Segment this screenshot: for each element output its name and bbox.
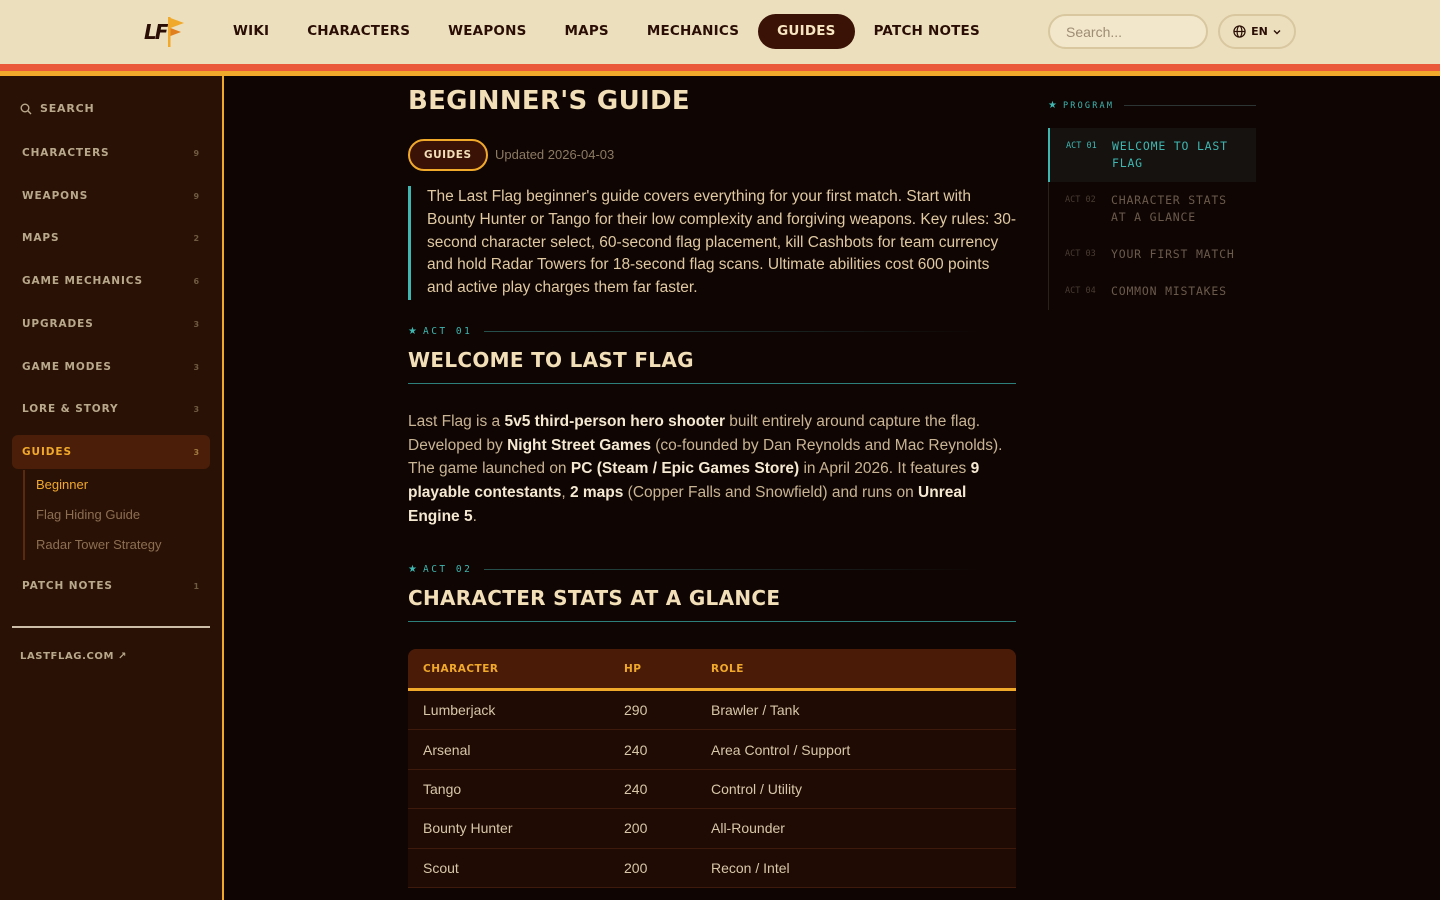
chevron-down-icon xyxy=(1273,29,1281,35)
paragraph-text: Last Flag is a xyxy=(408,413,505,430)
toc-item-act-04[interactable] xyxy=(1049,273,1256,310)
cell-role: Brawler / Tank xyxy=(711,702,800,719)
act-divider-line xyxy=(484,331,984,332)
emphasized-text: PC (Steam / Epic Games Store) xyxy=(570,460,800,478)
nav-wiki[interactable]: WIKI xyxy=(233,23,270,39)
cell-hp: 200 xyxy=(624,859,648,876)
emphasized-text: Night Street Games xyxy=(507,436,651,454)
sub-item-beginner[interactable]: Beginner xyxy=(36,477,89,492)
sidebar-item-characters[interactable] xyxy=(12,136,210,170)
sub-item-radar-tower-strategy[interactable]: Radar Tower Strategy xyxy=(36,537,162,552)
sidebar-item-upgrades[interactable] xyxy=(12,307,210,341)
main-nav xyxy=(214,14,999,49)
sidebar-item-count: 9 xyxy=(193,191,200,201)
cell-hp: 200 xyxy=(624,820,648,837)
nav-mechanics[interactable]: MECHANICS xyxy=(646,23,740,39)
column-header-character: CHARACTER xyxy=(423,662,499,675)
sidebar-item-label: UPGRADES xyxy=(22,318,94,330)
cell-role: Control / Utility xyxy=(711,780,803,797)
cell-role: All-Rounder xyxy=(711,820,785,837)
sidebar-item-guides[interactable] xyxy=(12,435,210,469)
paragraph-text: . xyxy=(472,507,477,525)
column-header-role: ROLE xyxy=(711,662,744,675)
sidebar-item-label: WEAPONS xyxy=(22,190,89,202)
toc-item-label: COMMON MISTAKES xyxy=(1111,284,1227,298)
table-row xyxy=(408,691,1016,730)
column-header-hp: HP xyxy=(624,662,642,675)
cell-character: Arsenal xyxy=(423,741,471,758)
sidebar-item-label: CHARACTERS xyxy=(22,147,110,159)
language-selector[interactable] xyxy=(1218,14,1296,49)
cell-role: Area Control / Support xyxy=(711,741,851,758)
welcome-paragraph xyxy=(408,410,1018,529)
emphasized-text: 9 playable contestants xyxy=(408,460,980,502)
sidebar-item-label: MAPS xyxy=(22,232,60,244)
emphasized-text: 5v5 third-person hero shooter xyxy=(504,413,725,430)
search-input[interactable] xyxy=(1048,14,1208,49)
toc-item-act-03[interactable] xyxy=(1049,236,1256,273)
site-logo[interactable] xyxy=(144,16,185,48)
paragraph-text: (co-founded by Dan Reynolds and Mac Reynolds). The game launched on xyxy=(408,436,1003,478)
sidebar-item-count: 6 xyxy=(193,276,200,286)
sidebar-item-patch-notes[interactable] xyxy=(12,569,210,603)
page-title: BEGINNER'S GUIDE xyxy=(408,86,690,116)
cell-hp: 240 xyxy=(624,780,648,797)
sidebar-item-count: 9 xyxy=(193,148,200,158)
star-icon: ★ xyxy=(408,564,417,575)
cell-character: Bounty Hunter xyxy=(423,820,513,837)
sidebar-item-count: 3 xyxy=(193,319,200,329)
sidebar-item-label: GUIDES xyxy=(22,446,72,458)
logo-text: LF xyxy=(144,20,167,44)
section-title-welcome: WELCOME TO LAST FLAG xyxy=(408,348,1016,384)
search-icon xyxy=(20,103,32,115)
flag-icon xyxy=(167,16,185,48)
sidebar-item-label: LORE & STORY xyxy=(22,403,119,415)
table-row xyxy=(408,849,1016,888)
sidebar-divider xyxy=(12,626,210,628)
sidebar-border xyxy=(222,76,224,900)
sidebar-item-weapons[interactable] xyxy=(12,179,210,213)
paragraph-text: in April 2026. It features xyxy=(799,460,971,478)
toc-heading xyxy=(1048,100,1256,111)
nav-maps[interactable]: MAPS xyxy=(564,23,609,39)
sidebar-item-count: 2 xyxy=(193,233,200,243)
toc-item-label: YOUR FIRST MATCH xyxy=(1111,247,1235,261)
top-navigation-bar xyxy=(0,0,1440,64)
language-code: EN xyxy=(1251,25,1268,38)
updated-date: Updated 2026-04-03 xyxy=(495,147,615,162)
nav-weapons[interactable]: WEAPONS xyxy=(448,23,527,39)
toc-heading-label: PROGRAM xyxy=(1062,100,1115,111)
cell-hp: 240 xyxy=(624,741,648,758)
sidebar-item-label: GAME MECHANICS xyxy=(22,275,144,287)
table-row xyxy=(408,730,1016,769)
cell-character: Scout xyxy=(423,859,459,876)
act-label: ACT 01 xyxy=(422,326,473,337)
toc-item-label: CHARACTER STATS AT A GLANCE xyxy=(1111,193,1227,224)
sidebar-item-count: 3 xyxy=(193,404,200,414)
star-icon: ★ xyxy=(1048,100,1057,111)
toc-item-number: ACT 04 xyxy=(1065,286,1096,296)
sidebar-item-game-modes[interactable] xyxy=(12,350,210,384)
nav-patch-notes[interactable]: PATCH NOTES xyxy=(873,23,980,39)
external-site-link[interactable]: LASTFLAG.COM ↗ xyxy=(20,651,128,662)
cell-character: Tango xyxy=(423,780,462,797)
sidebar xyxy=(0,76,222,900)
act-label: ACT 02 xyxy=(422,564,473,575)
nav-guides[interactable]: GUIDES xyxy=(758,14,854,49)
toc-item-number: ACT 02 xyxy=(1065,195,1096,205)
table-row xyxy=(408,809,1016,848)
sidebar-item-label: PATCH NOTES xyxy=(22,580,113,592)
sidebar-item-count: 1 xyxy=(193,581,200,591)
cell-hp: 290 xyxy=(624,702,648,719)
toc-item-label: WELCOME TO LAST FLAG xyxy=(1112,139,1228,170)
sub-item-flag-hiding-guide[interactable]: Flag Hiding Guide xyxy=(36,507,141,522)
sidebar-item-maps[interactable] xyxy=(12,221,210,255)
nav-characters[interactable]: CHARACTERS xyxy=(307,23,411,39)
toc-item-number: ACT 03 xyxy=(1065,249,1096,259)
table-row xyxy=(408,770,1016,809)
paragraph-text: (Copper Falls and Snowfield) and runs on xyxy=(623,484,919,502)
toc-item-act-02[interactable] xyxy=(1049,182,1256,236)
sidebar-item-game-mechanics[interactable] xyxy=(12,264,210,298)
toc-heading-line xyxy=(1124,105,1256,106)
sidebar-search[interactable] xyxy=(20,102,95,115)
act-divider-line xyxy=(484,569,984,570)
sidebar-search-label: SEARCH xyxy=(40,102,95,115)
character-stats-table xyxy=(408,649,1016,888)
header-stripe-red xyxy=(0,64,1440,71)
toc-item-number: ACT 01 xyxy=(1066,141,1097,151)
toc-item-act-01[interactable] xyxy=(1048,128,1256,182)
guides-sub-list xyxy=(23,470,203,560)
sidebar-item-lore-story[interactable] xyxy=(12,392,210,426)
section-label-act-01 xyxy=(408,326,1016,337)
section-label-act-02 xyxy=(408,564,1016,575)
category-badge[interactable]: GUIDES xyxy=(408,139,488,171)
table-header-row xyxy=(408,649,1016,691)
emphasized-text: Unreal Engine 5 xyxy=(408,484,967,525)
paragraph-text: , xyxy=(561,484,570,502)
cell-role: Recon / Intel xyxy=(711,859,790,876)
sidebar-item-count: 3 xyxy=(193,447,200,457)
table-of-contents xyxy=(1048,128,1256,310)
globe-icon xyxy=(1233,25,1246,38)
cell-character: Lumberjack xyxy=(423,702,496,719)
sidebar-item-label: GAME MODES xyxy=(22,361,112,373)
emphasized-text: 2 maps xyxy=(569,484,624,502)
paragraph-text: built entirely around capture the flag. Developed by xyxy=(408,413,981,454)
section-title-character-stats: CHARACTER STATS AT A GLANCE xyxy=(408,586,1016,622)
sidebar-item-count: 3 xyxy=(193,362,200,372)
intro-callout: The Last Flag beginner's guide covers everything for your first match. Start with Bounty Hunter or Tango for their low complexity and forgiving weapons. Key rules: 30-second character select, 60-second flag placement, kill Cashbots for team currency and hold Radar Towers for 18-second flag scans. Ultimate abilities cost 600 points and active play charges them far faster. xyxy=(408,186,1018,300)
star-icon: ★ xyxy=(408,326,417,337)
